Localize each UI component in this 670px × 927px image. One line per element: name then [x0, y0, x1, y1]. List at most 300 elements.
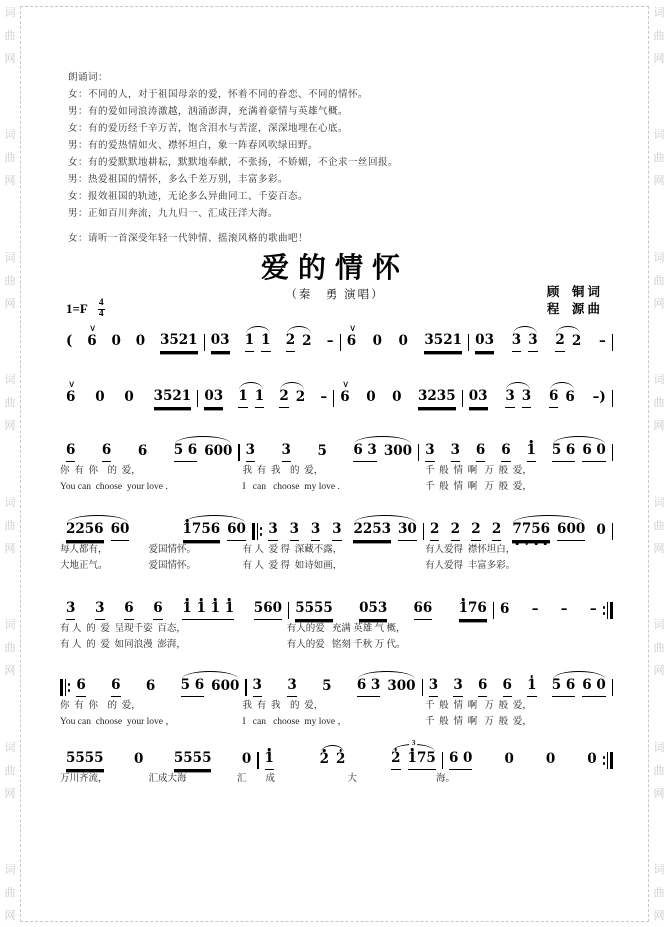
watermark-char: 曲	[4, 274, 16, 287]
note-token: 3	[505, 389, 514, 408]
note-token: 6	[549, 389, 558, 408]
note-token: 3	[522, 389, 531, 408]
watermark-group	[5, 739, 16, 801]
watermark-char: 词	[653, 496, 665, 509]
lyric-cell: 万川齐流，	[60, 774, 108, 784]
slur-group	[183, 515, 246, 541]
music-system	[60, 436, 613, 493]
note-token: 300	[383, 443, 413, 460]
note-digit: 5	[426, 750, 436, 767]
measure	[198, 382, 333, 408]
watermark-char: 网	[4, 175, 16, 188]
lyric-cell: 有 人 的 爱 呈现千姿 百态，	[60, 624, 186, 634]
note-token: 5 6	[181, 678, 205, 697]
barline	[612, 334, 613, 351]
watermark-char: 词	[4, 251, 16, 264]
slur-group	[238, 382, 264, 408]
watermark-char: 网	[653, 53, 665, 65]
note-token: 3	[95, 601, 104, 620]
watermark-group	[5, 371, 16, 433]
measure	[469, 326, 612, 352]
note-token: 3	[451, 443, 460, 462]
watermark-char: 网	[4, 542, 16, 555]
note-token: 6	[500, 601, 510, 618]
lyric-cell: 我 有 我 的 爱，	[242, 701, 324, 711]
note-token: –	[560, 601, 568, 618]
slur-group	[549, 382, 575, 408]
measure	[463, 382, 612, 408]
note-token: 053	[359, 601, 387, 620]
note-token: 3521	[160, 333, 198, 352]
lyric-row	[60, 716, 613, 729]
slur-group	[555, 326, 581, 352]
time-signature	[98, 299, 105, 320]
watermark-char: 曲	[4, 30, 16, 42]
measure	[60, 333, 204, 352]
lyric-row	[60, 465, 613, 478]
watermark-char: 曲	[653, 764, 665, 777]
note-token	[336, 752, 345, 770]
lyric-cell: 爱国情怀。	[148, 560, 196, 571]
note-token: 1	[255, 389, 264, 408]
note-token: 6 0	[449, 751, 473, 770]
slur-group	[505, 382, 531, 408]
note-token	[527, 678, 536, 697]
lyric-row	[60, 639, 613, 652]
lyric-cell: 我 有 我 的 爱，	[242, 466, 324, 476]
note-digit: 7	[512, 521, 522, 538]
note-token: 3	[287, 678, 296, 697]
performer-subtitle: （秦 勇 演唱）	[285, 289, 385, 301]
watermark-char: 词	[4, 863, 16, 876]
measure	[334, 389, 461, 408]
parenthesis: (	[66, 333, 73, 350]
measure	[494, 602, 603, 620]
watermark-char: 词	[653, 374, 665, 387]
note-token: 6	[503, 678, 512, 697]
note-digit: 1	[182, 521, 192, 538]
note-digit: 1	[527, 677, 537, 694]
watermark-char: 网	[653, 787, 665, 800]
time-signature-denominator: 4	[98, 308, 104, 319]
note-token: 5 6	[552, 443, 576, 462]
watermark-char: 曲	[4, 886, 16, 899]
slur-group	[353, 436, 412, 462]
note-token	[183, 522, 221, 541]
note-token: 0	[596, 522, 606, 539]
barline	[612, 390, 613, 407]
lyric-cell: 千 般 情 啊 万 般 爱，	[424, 716, 532, 727]
note-token: 0	[95, 389, 105, 406]
note-token: 0	[111, 333, 121, 350]
measure	[60, 515, 252, 541]
note-digit: 1	[458, 600, 468, 617]
lyric-cell: 千 般 情 啊 万 般 爱，	[424, 466, 532, 476]
note-token: –	[531, 601, 539, 618]
system-notes-row	[60, 515, 613, 541]
note-token: –	[599, 333, 606, 350]
note-token: 300	[387, 678, 416, 695]
repeat-open-barline	[252, 523, 262, 541]
note-token: 600	[211, 678, 240, 695]
note-token: 0	[124, 389, 134, 406]
lyricist-credit: 顾 铜 词	[546, 285, 600, 299]
note-token: 2	[451, 522, 460, 541]
watermark-char: 曲	[4, 764, 16, 777]
note-digit: 2	[319, 751, 330, 768]
slur-group	[174, 436, 233, 462]
lyric-cell: 有 人 爱 得 如诗如画，	[242, 560, 343, 571]
music-system	[60, 382, 613, 408]
note-digit: 2	[391, 750, 401, 767]
watermark-char: 曲	[4, 519, 16, 532]
note-token: 600	[557, 522, 585, 541]
watermark-group	[5, 494, 16, 556]
note-digit: 6	[477, 600, 487, 617]
watermark-char: 词	[653, 741, 665, 754]
lyric-cell: I can choose my love .	[242, 481, 340, 492]
note-token: > 6	[87, 334, 96, 352]
note-token: 30	[398, 522, 417, 541]
note-token: 0	[366, 389, 376, 406]
note-token: 03	[204, 389, 223, 408]
note-token: 3	[253, 678, 262, 697]
watermark-char: 网	[4, 787, 16, 800]
watermark-char: 网	[653, 542, 665, 555]
note-token: 3	[268, 522, 277, 541]
note-token: 2	[492, 522, 501, 541]
note-token	[391, 751, 400, 770]
slur-group	[552, 671, 606, 697]
lyric-cell	[475, 639, 613, 652]
note-digit: 6	[540, 521, 551, 538]
watermark-char: 曲	[653, 152, 665, 165]
watermark-char: 网	[4, 909, 16, 922]
lyric-cell: 千 般 情 啊 万 般 爱，	[424, 481, 532, 492]
watermark-column-right	[651, 4, 667, 923]
watermark-char: 词	[4, 496, 16, 509]
note-digit: 1	[224, 600, 235, 617]
lyric-cell: 有 人 的 爱 如同浪漫 澎湃，	[60, 639, 186, 650]
lyric-row	[60, 773, 613, 786]
note-digit: 7	[521, 521, 532, 538]
watermark-group	[5, 4, 16, 66]
watermark-group	[654, 739, 665, 801]
slur-group	[552, 436, 606, 462]
note-token: > 6	[66, 390, 75, 408]
system-notes-row	[60, 594, 613, 620]
watermark-char: 网	[653, 665, 665, 678]
slur-group	[286, 326, 312, 352]
note-token: 03	[211, 333, 230, 352]
note-token: 2256	[66, 522, 104, 541]
watermark-char: 词	[653, 251, 665, 264]
watermark-char: 曲	[653, 886, 665, 899]
note-token: 6 3	[353, 443, 377, 462]
note-token	[459, 601, 487, 620]
note-token: 1	[238, 389, 247, 408]
note-token: 6	[102, 443, 111, 462]
note-token	[320, 752, 329, 770]
lyric-cell: 你 有 你 的 爱，	[60, 701, 141, 711]
note-token	[182, 601, 234, 620]
note-token: 0	[587, 751, 597, 768]
system-notes-row	[60, 744, 613, 770]
lyric-cell: You can choose your love ，	[60, 716, 175, 727]
measure	[60, 436, 238, 462]
note-token: 3	[311, 522, 320, 541]
note-token: 3521	[154, 389, 192, 408]
note-digit: 1	[264, 750, 274, 767]
measure	[60, 601, 288, 620]
note-digit: 7	[191, 521, 202, 538]
note-digit: 5	[201, 521, 211, 538]
slur-group	[66, 515, 129, 541]
note-token: 3	[528, 333, 537, 352]
note-token: 66	[414, 601, 433, 620]
note-token: –	[326, 333, 334, 350]
music-system	[60, 515, 613, 572]
recitation-line: 男：有的爱如同浪涛激越，汹涌澎湃，充满着豪情与英雄气概。	[68, 107, 349, 117]
note-token: 6	[76, 678, 85, 697]
measure	[240, 436, 418, 462]
watermark-char: 曲	[4, 642, 16, 655]
note-token	[408, 751, 436, 770]
lyric-cell: 汇成大海	[148, 774, 187, 784]
recitation-line: 女：请听一首深受年轻一代钟情、摇滚风格的歌曲吧！	[68, 234, 309, 244]
watermark-char: 网	[4, 297, 16, 310]
lyric-row	[60, 560, 613, 573]
note-token: 5555	[295, 601, 333, 620]
note-token: 2	[571, 333, 582, 350]
system-notes-row	[60, 382, 613, 408]
note-token: 2	[471, 522, 480, 541]
slur-group	[512, 326, 538, 352]
watermark-char: 词	[4, 741, 16, 754]
recitation-lines	[68, 87, 610, 248]
note-digit: 2	[336, 751, 346, 768]
watermark-char: 词	[4, 7, 16, 19]
note-digit: 5	[531, 521, 541, 538]
lyric-cell: 有 人 爱 得 深藏不露，	[242, 545, 343, 555]
note-token: 3	[282, 443, 291, 462]
lyric-cell: 大	[347, 774, 358, 784]
watermark-char: 曲	[653, 274, 665, 287]
note-token: 2	[302, 333, 312, 350]
barline	[612, 444, 613, 461]
note-token: 560	[254, 601, 282, 620]
watermark-char: 网	[653, 297, 665, 310]
measure	[205, 326, 340, 352]
watermark-char: 词	[4, 619, 16, 632]
watermark-group	[654, 861, 665, 923]
recitation-block	[68, 70, 610, 248]
note-token: > 6	[340, 390, 349, 408]
slur-group	[181, 671, 240, 697]
music-system	[60, 671, 613, 728]
note-token: 3	[425, 443, 434, 462]
barline	[612, 679, 613, 696]
watermark-group	[654, 4, 665, 66]
music-system	[60, 744, 613, 786]
watermark-char: 词	[653, 619, 665, 632]
note-digit: 1	[182, 600, 192, 617]
system-notes-row	[60, 671, 613, 697]
lyric-cell: 有人爱得 丰富多彩。	[424, 560, 516, 571]
system-notes-row	[60, 436, 613, 462]
note-token: 03	[475, 333, 494, 352]
measure	[70, 671, 245, 697]
note-token: 3235	[418, 389, 456, 408]
note-token: 6	[476, 443, 485, 462]
note-token: 2253	[353, 522, 391, 541]
watermark-char: 曲	[653, 397, 665, 410]
note-token: 5	[322, 678, 332, 695]
lyric-cell: 千 般 情 啊 万 般 爱，	[424, 701, 532, 711]
lyric-cell: 有人的爱 充满 英雄 气 概，	[286, 624, 406, 634]
note-token: 3	[453, 678, 462, 697]
note-digit: 6	[210, 521, 221, 538]
note-token: 3	[290, 522, 299, 541]
watermark-group	[654, 616, 665, 678]
watermark-char: 词	[653, 7, 665, 19]
note-token: –	[589, 601, 597, 618]
lyric-row	[60, 623, 613, 636]
lyric-row	[60, 481, 613, 494]
lyric-cell: 大地正气。	[60, 560, 108, 571]
note-token: 0	[504, 751, 514, 768]
watermark-char: 曲	[653, 30, 665, 42]
note-token: 5 6	[552, 678, 576, 697]
note-token: 0	[545, 751, 556, 768]
slur-group	[357, 671, 416, 697]
lyric-cell: 有人爱得 襟怀坦白，	[424, 545, 516, 555]
note-token: 6	[153, 601, 162, 620]
slur-group	[512, 515, 585, 541]
barline	[612, 523, 613, 540]
lyric-row	[60, 700, 613, 713]
watermark-group	[5, 616, 16, 678]
slur-group	[245, 326, 271, 352]
note-token: 2	[279, 389, 288, 408]
time-signature-numerator: 4	[98, 298, 104, 308]
note-token: 6	[478, 678, 487, 697]
watermark-char: 曲	[4, 397, 16, 410]
note-token: 3521	[424, 333, 462, 352]
lyric-cell	[475, 623, 613, 636]
watermark-char: 网	[4, 665, 16, 678]
measure	[60, 751, 257, 770]
lyric-cell: 有人的爱 铭刻 千秋 万 代。	[286, 639, 406, 650]
note-token: 5	[317, 443, 327, 460]
note-token: 0	[134, 751, 144, 768]
note-digit: 7	[416, 750, 427, 767]
note-token: 6	[111, 678, 120, 697]
note-token: 0	[241, 751, 252, 768]
note-token: 3	[246, 443, 255, 462]
watermark-char: 词	[4, 374, 16, 387]
credits-block	[547, 284, 600, 318]
watermark-char: 词	[653, 129, 665, 142]
lyric-cell: 你 有 你 的 爱，	[60, 466, 141, 476]
composer-credit: 程 源 曲	[546, 302, 600, 316]
repeat-close-barline	[603, 602, 613, 620]
watermark-group	[654, 371, 665, 433]
watermark-char: 词	[4, 129, 16, 142]
watermark-char: 曲	[653, 642, 665, 655]
measure	[424, 515, 612, 541]
note-token: 60	[227, 522, 246, 541]
note-token: 5555	[66, 751, 104, 770]
recitation-line: 女：有的爱历经千辛万苦，饱含泪水与苦涩，深深地埋在心底。	[68, 124, 349, 134]
note-token: 60	[111, 522, 130, 541]
measure	[259, 744, 442, 770]
recitation-line: 男：热爱祖国的情怀，多么千差万别，丰富多彩。	[68, 175, 289, 185]
watermark-char: 曲	[4, 152, 16, 165]
watermark-char: 网	[4, 53, 16, 65]
measure	[262, 515, 423, 541]
triplet-group	[391, 744, 436, 770]
note-token: 03	[469, 389, 488, 408]
measure	[341, 333, 468, 352]
note-digit: 1	[526, 442, 536, 459]
lyric-cell: You can choose your love .	[60, 481, 168, 492]
note-token: 2	[555, 333, 564, 352]
note-token: 3	[332, 522, 341, 541]
recitation-line: 男：正如百川奔流，九九归一、汇成汪洋大海。	[68, 209, 279, 219]
note-token: 6	[66, 443, 75, 462]
note-token: > 6	[347, 334, 356, 352]
watermark-group	[654, 126, 665, 188]
watermark-group	[5, 126, 16, 188]
recitation-line: 女：不同的人，对于祖国母亲的爱，怀着不同的眷恋、不同的情怀。	[68, 90, 369, 100]
measure	[419, 436, 612, 462]
music-system	[60, 326, 613, 352]
watermark-column-left	[2, 4, 18, 923]
note-token: 0	[392, 389, 402, 406]
note-digit: 1	[196, 600, 206, 617]
repeat-close-barline	[603, 752, 613, 770]
watermark-char: 网	[4, 420, 16, 433]
note-token: 2	[430, 522, 439, 541]
recitation-heading: 朗诵词：	[68, 73, 109, 83]
watermark-char: 网	[653, 175, 665, 188]
note-token: 5555	[174, 751, 212, 770]
note-digit: 7	[468, 600, 478, 617]
note-token: 6	[124, 601, 133, 620]
note-token: 6	[145, 678, 156, 695]
slur-group	[320, 745, 346, 770]
recitation-line: 女：有的爱默默地耕耘，默默地奉献，不张扬，不娇媚，不企求一丝回报。	[68, 158, 399, 168]
note-token: 3	[66, 601, 75, 620]
note-token: 5 6	[174, 443, 198, 462]
note-token: 1	[245, 333, 254, 352]
note-token: 600	[204, 443, 233, 460]
repeat-open-barline	[60, 679, 70, 697]
system-notes-row	[60, 326, 613, 352]
note-token	[265, 751, 274, 770]
watermark-group	[654, 494, 665, 556]
note-digit: 1	[407, 750, 417, 767]
note-token: 6 0	[582, 443, 606, 462]
note-token: 0	[135, 333, 146, 350]
watermark-group	[5, 249, 16, 311]
lyric-cell: 汇 成	[236, 774, 275, 784]
watermark-char: 网	[653, 420, 665, 433]
key-signature	[66, 299, 105, 320]
note-token: 1	[261, 333, 270, 352]
recitation-line: 女：报效祖国的轨迹，无论多么异曲同工、千姿百态。	[68, 192, 309, 202]
